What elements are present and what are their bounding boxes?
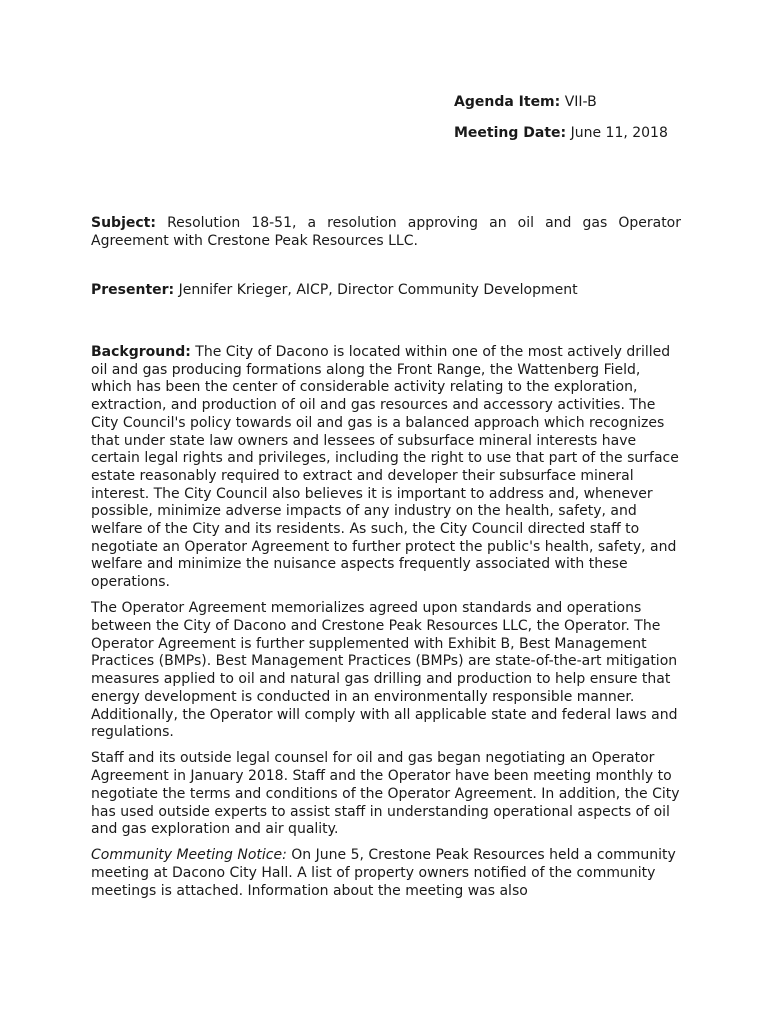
presenter-section [91,282,681,300]
presenter-text: Jennifer Krieger, AICP, Director Community Development [178,282,578,298]
meeting-date-value: June 11, 2018 [570,125,668,141]
agenda-item-value: VII-B [564,94,597,110]
presenter-label: Presenter: [91,282,175,298]
agenda-item-line [454,93,597,111]
community-meeting-notice-label: Community Meeting Notice: [91,847,287,864]
subject-paragraph [91,215,681,250]
background-section [91,344,681,909]
meeting-date-line [454,124,668,142]
subject-section [91,215,681,250]
background-paragraph-4 [91,847,681,900]
background-paragraph-2: The Operator Agreement memorializes agreed upon standards and operations between the City of Dacono and Crestone Peak Resources LLC, the Operator. The Operator Agreement is further supplemented with Exhibit B, Best Management Practices (BMPs). Best Management Practices (BMPs) are state-of-the-art mitigation measures applied to oil and natural gas drilling and production to help ensure that energy development is conducted in an environmentally responsible manner. Additionally, the Operator will comply with all applicable state and federal laws and regulations. [91,600,678,741]
subject-text: Resolution 18-51, a resolution approving an oil and gas Operator Agreement with Crestone Peak Resources LLC. [91,215,682,249]
agenda-item-label: Agenda Item: [454,94,561,110]
background-label: Background: [91,344,191,360]
meeting-date-label: Meeting Date: [454,125,567,141]
subject-label: Subject: [91,215,156,231]
background-paragraph-1 [91,344,681,592]
background-text-4: On June 5, Crestone Peak Resources held a community meeting at Dacono City Hall. A list of property owners notified of the community meetings is attached. Information about the meeting was also [91,847,676,899]
background-text-1: The City of Dacono is located within one of the most actively drilled oil and gas producing formations along the Front Range, the Wattenberg Field, which has been the center of considerable activity relating to the exploration, extraction, and production of oil and gas resources and accessory activities. The City Council's policy towards oil and gas is a balanced approach which recognizes that under state law owners and lessees of subsurface mineral interests have certain legal rights and privileges, including the right to use that part of the surface estate reasonably required to extract and developer their subsurface mineral interest. The City Council also believes it is important to address and, whenever possible, minimize adverse impacts of any industry on the health, safety, and welfare of the City and its residents. As such, the City Council directed staff to negotiate an Operator Agreement to further protect the public's health, safety, and welfare and minimize the nuisance aspects frequently associated with these operations. [91,344,679,591]
background-paragraph-3: Staff and its outside legal counsel for oil and gas began negotiating an Operator Agreement in January 2018. Staff and the Operator have been meeting monthly to negotiate the terms and conditions of the Operator Agreement. In addition, the City has used outside experts to assist staff in understanding operational aspects of oil and gas exploration and air quality. [91,750,680,838]
